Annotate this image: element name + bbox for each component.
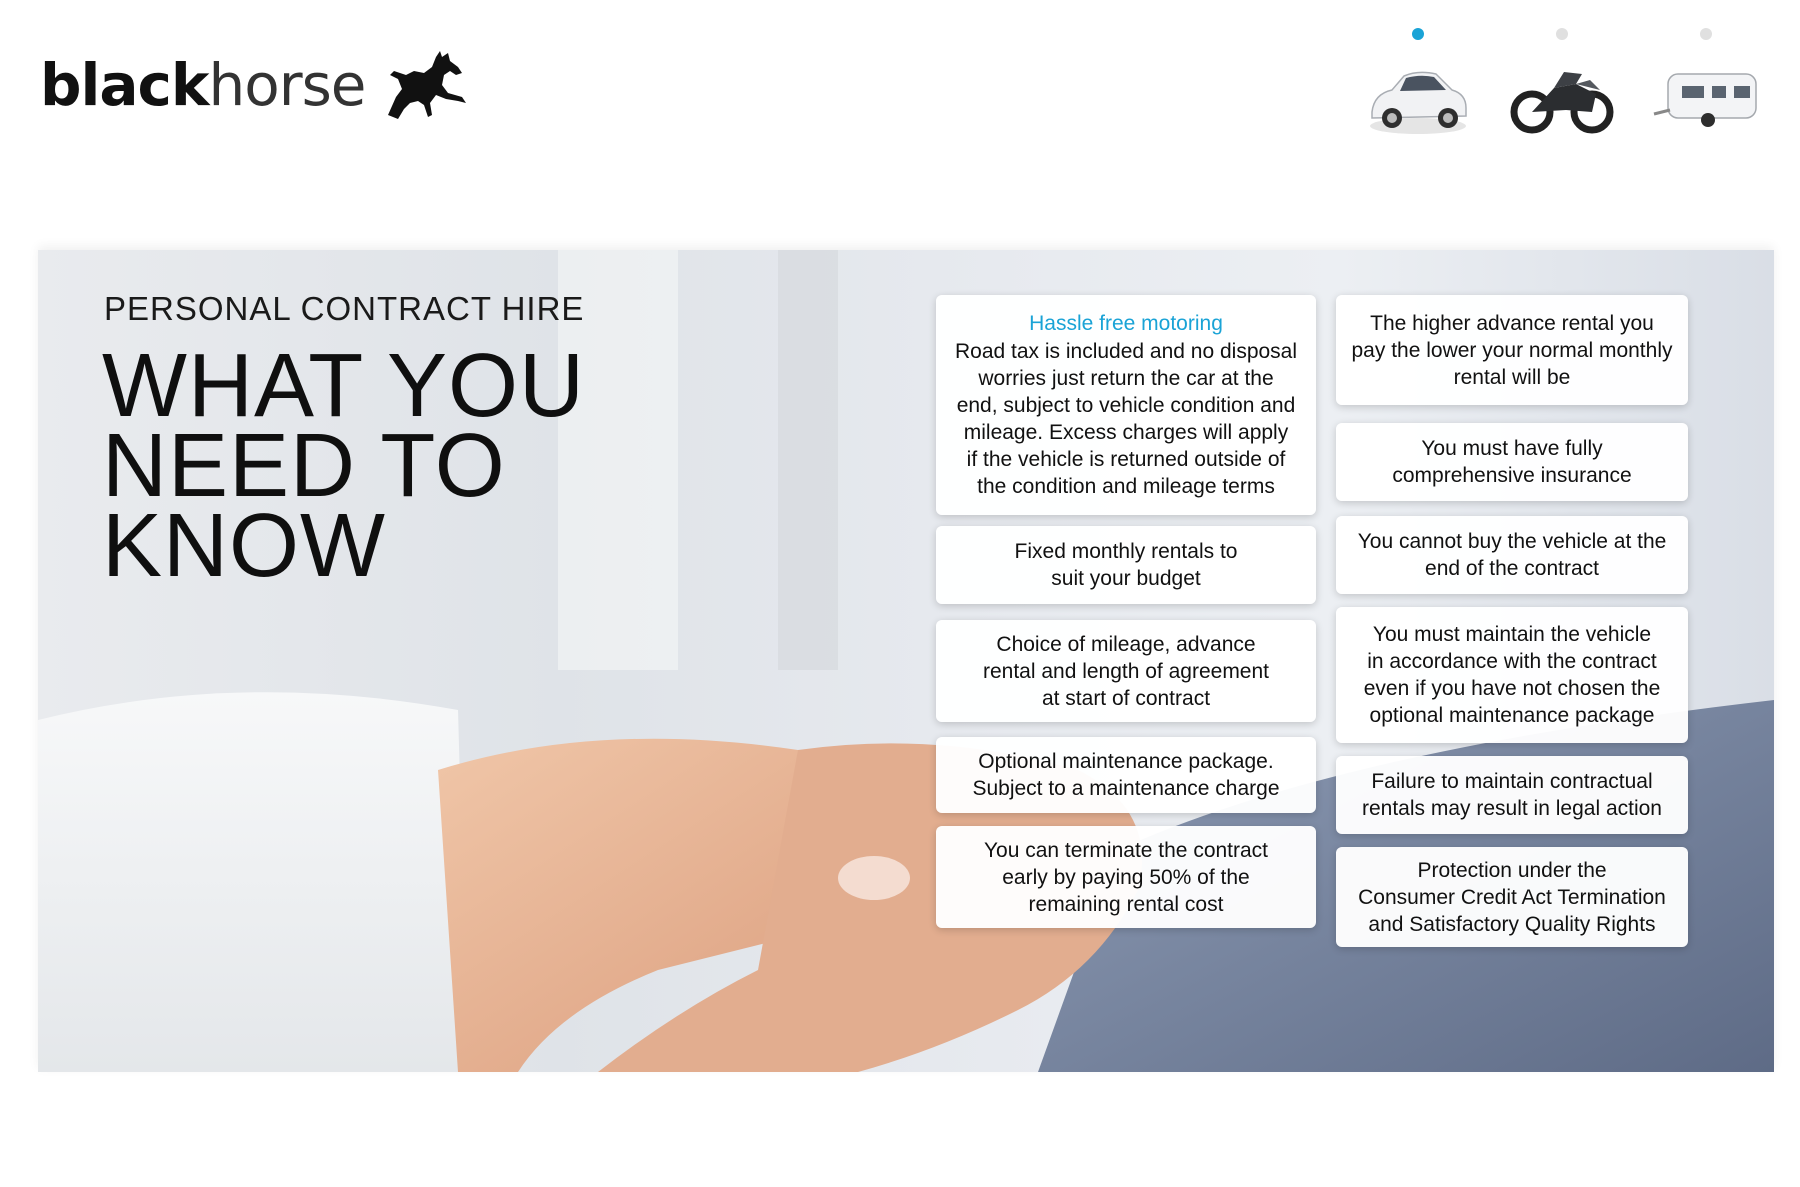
info-card-fixed-rentals (936, 526, 1316, 604)
carousel-dot-2[interactable] (1556, 28, 1568, 40)
info-card-consumer-credit (1336, 847, 1688, 947)
hero-headline (102, 336, 662, 596)
card-body: You cannot buy the vehicle at the end of the contract (1357, 530, 1667, 580)
blackhorse-logo[interactable] (40, 40, 470, 130)
card-body: The higher advance rental you pay the lower your normal monthly rental will be (1351, 311, 1673, 389)
headline-line: NEED TO (102, 416, 506, 516)
brand-word-light: horse (208, 51, 366, 119)
card-body: Failure to maintain contractual rentals may result in legal action (1362, 770, 1662, 820)
card-body: Fixed monthly rentals to suit your budget (1014, 540, 1238, 590)
info-card-legal-action (1336, 756, 1688, 834)
hero-banner (38, 250, 1774, 1072)
carousel-dot-1[interactable] (1412, 28, 1424, 40)
info-card-hassle-free (936, 295, 1316, 515)
info-card-maintain-vehicle (1336, 607, 1688, 743)
card-title: Hassle free motoring (1029, 312, 1223, 335)
caravan-icon[interactable] (1650, 54, 1762, 140)
card-body: You must have fully comprehensive insurance (1392, 437, 1632, 487)
card-body: Optional maintenance package. Subject to a maintenance charge (972, 750, 1280, 800)
brand-word-bold: black (40, 51, 209, 119)
info-card-higher-advance (1336, 295, 1688, 405)
info-card-choice-of-mileage (936, 620, 1316, 722)
headline-line: KNOW (102, 496, 386, 596)
headline-line: WHAT YOU (102, 336, 586, 436)
card-body: Choice of mileage, advance rental and length of agreement at start of contract (982, 632, 1270, 710)
motorbike-icon[interactable] (1506, 54, 1618, 140)
card-body: You must maintain the vehicle in accordance with the contract even if you have not chosen the optional maintenance package (1363, 623, 1661, 727)
card-body: Protection under the Consumer Credit Act Termination and Satisfactory Quality Rights (1358, 858, 1666, 936)
carousel-dot-3[interactable] (1700, 28, 1712, 40)
info-card-cannot-buy (1336, 516, 1688, 594)
info-card-insurance (1336, 423, 1688, 501)
info-card-terminate-early (936, 826, 1316, 928)
vehicle-carousel (1360, 28, 1780, 148)
horse-icon (378, 45, 470, 125)
brand-wordmark (40, 51, 366, 119)
info-card-optional-maintenance (936, 737, 1316, 813)
hero-eyebrow: PERSONAL CONTRACT HIRE (104, 290, 585, 327)
card-body: Road tax is included and no disposal worries just return the car at the end, subject to vehicle condition and mileage. Excess charges will apply if the vehicle is returned outside of the condition and mileage terms (954, 340, 1298, 498)
card-body: You can terminate the contract early by paying 50% of the remaining rental cost (983, 838, 1269, 916)
car-icon[interactable] (1362, 54, 1474, 140)
